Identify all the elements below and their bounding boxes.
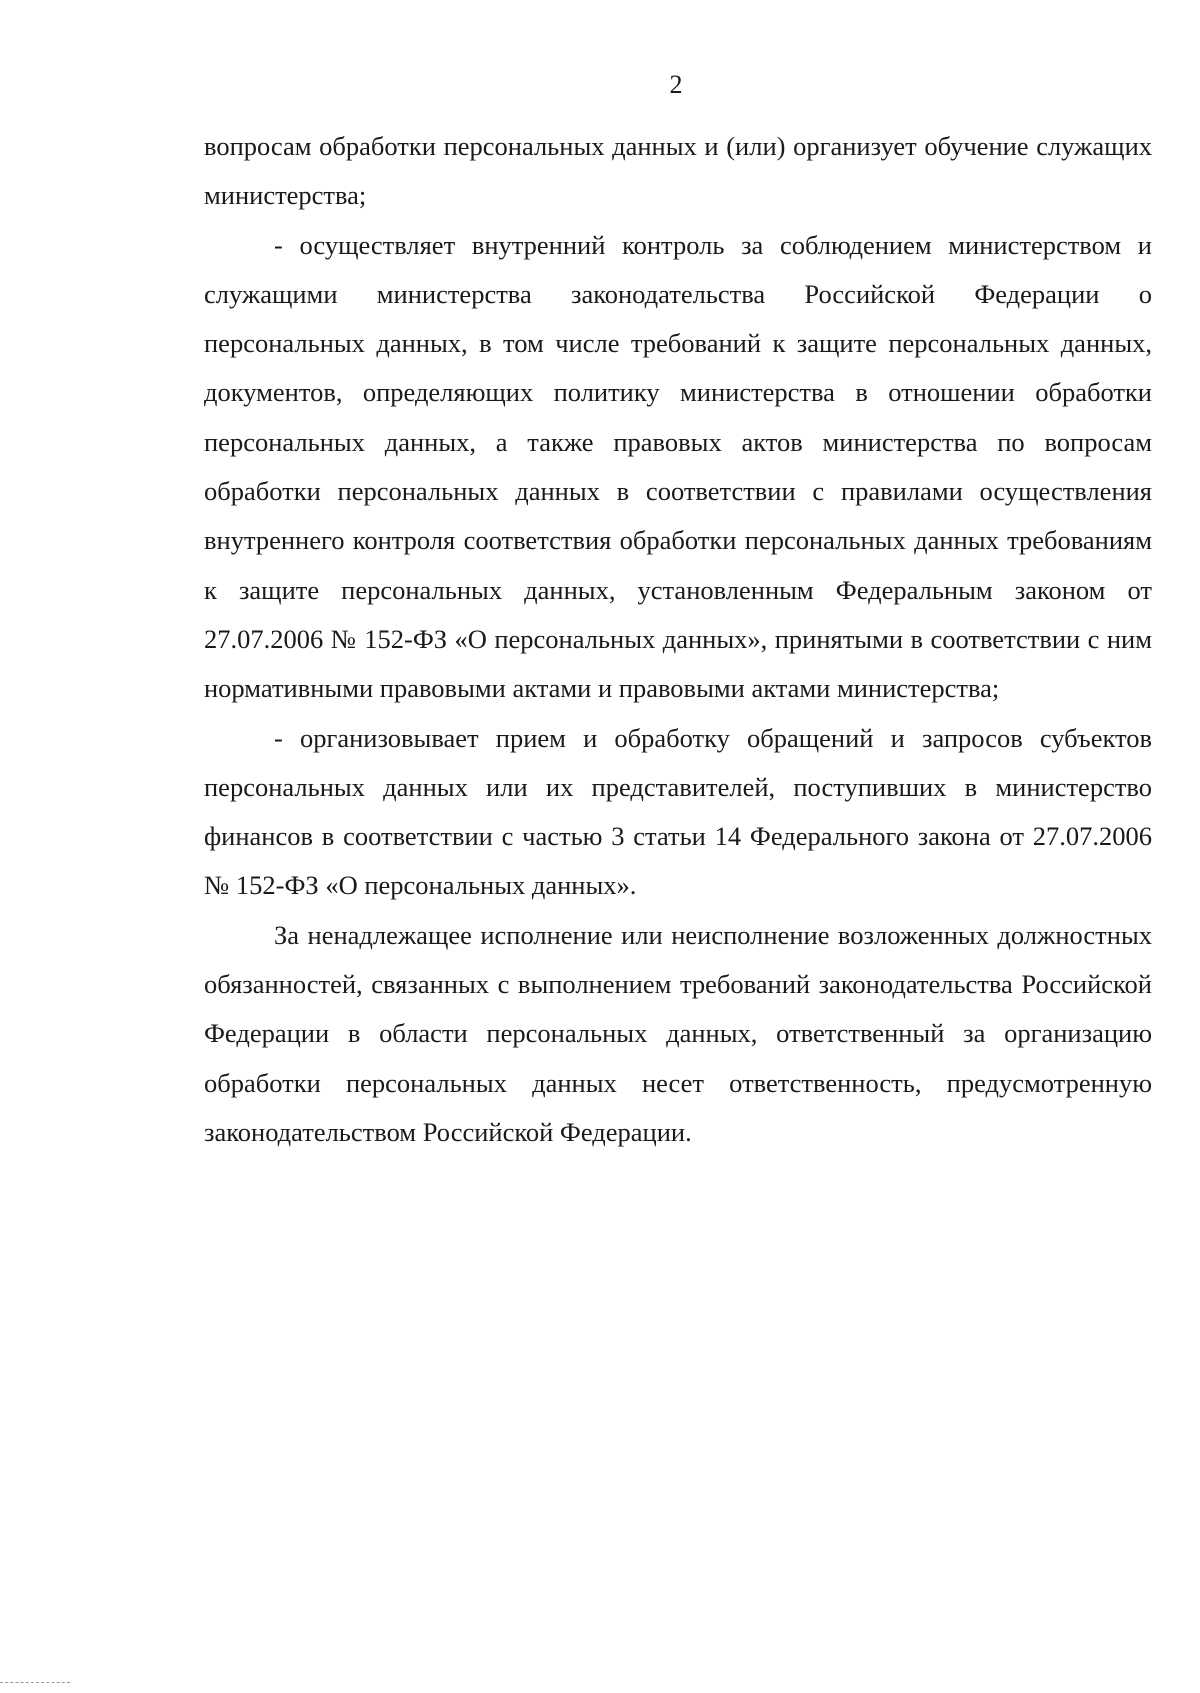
scan-edge-mark [0,1682,70,1685]
paragraph-continuation: вопросам обработки персональных данных и (или) организует обучение служащих министерства; [204,131,1152,211]
page-number: 2 [669,70,683,99]
paragraph-internal-control: - осуществляет внутренний контроль за соблюдением министерством и служащими министерства законодательства Российской Федерации о персональных данных, в том числе требований к защите персональных данных, документов, определяющих политику министерства в отношении обработки персональных данных, а также правовых актов министерства по вопросам обработки персональных данных в соответствии с правилами осуществления внутреннего контроля соответствия обработки персональных данных требованиям к защите персональных данных, установленным Федеральным законом от 27.07.2006 № 152-ФЗ «О персональных данных», принятыми в соответствии с ним нормативными правовыми актами и правовыми актами министерства; [204,229,1152,704]
paragraph-responsibility: За ненадлежащее исполнение или неисполнение возложенных должностных обязанностей, связанных с выполнением требований законодательства Российской Федерации в области персональных данных, ответственный за организацию обработки персональных данных несет ответственность, предусмотренную законодательством Российской Федерации. [204,919,1152,1147]
document-body [204,122,1152,1157]
paragraph-requests-handling: - организовывает прием и обработку обращений и запросов субъектов персональных данных или их представителей, поступивших в министерство финансов в соответствии с частью 3 статьи 14 Федерального закона от 27.07.2006 № 152-ФЗ «О персональных данных». [204,722,1152,901]
